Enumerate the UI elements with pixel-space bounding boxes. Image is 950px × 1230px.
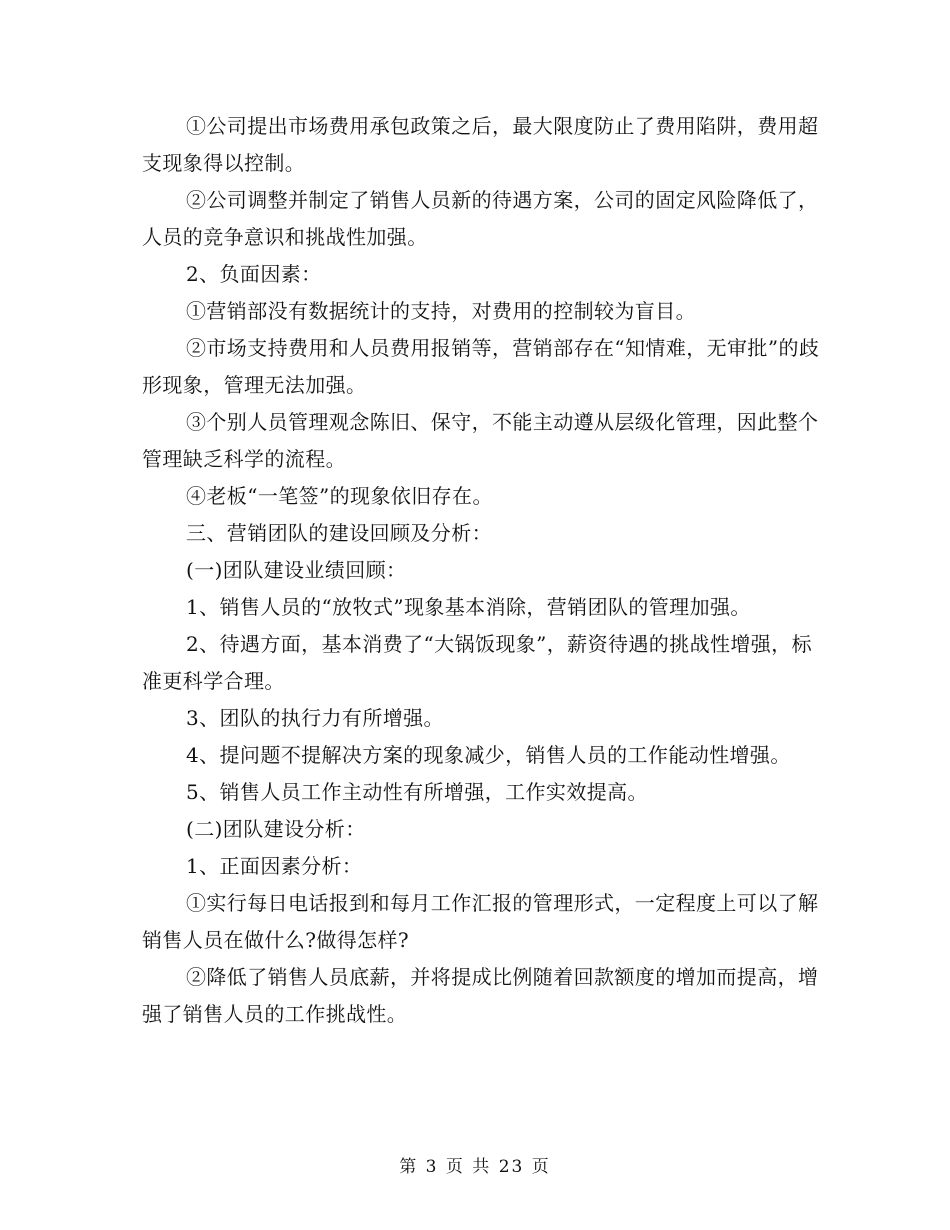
- paragraph: ①营销部没有数据统计的支持，对费用的控制较为盲目。: [186, 299, 696, 323]
- paragraph: 4、提问题不提解决方案的现象减少，销售人员的工作能动性增强。: [186, 743, 791, 767]
- section-heading: 2、负面因素：: [186, 262, 322, 286]
- page-footer: 第 3 页 共 23 页: [399, 1157, 551, 1177]
- paragraph: 5、销售人员工作主动性有所增强，工作实效提高。: [186, 780, 648, 804]
- paragraph: ②市场支持费用和人员费用报销等，营销部存在“知情难，无审批”的歧形现象，管理无法加强。: [142, 336, 820, 397]
- paragraph: ①实行每日电话报到和每月工作汇报的管理形式，一定程度上可以了解销售人员在做什么?做得怎样?: [142, 891, 819, 952]
- paragraph: ④老板“一笔签”的现象依旧存在。: [186, 484, 493, 508]
- subsection-heading: (二)团队建设分析：: [186, 817, 366, 841]
- subsection-heading: (一)团队建设业绩回顾：: [186, 558, 407, 582]
- paragraph: ①公司提出市场费用承包政策之后，最大限度防止了费用陷阱，费用超支现象得以控制。: [142, 114, 819, 175]
- paragraph: ②降低了销售人员底薪，并将提成比例随着回款额度的增加而提高，增强了销售人员的工作挑战性。: [142, 965, 819, 1026]
- document-body: [142, 108, 822, 1033]
- section-heading: 三、营销团队的建设回顾及分析：: [186, 521, 492, 545]
- paragraph: 1、销售人员的“放牧式”现象基本消除，营销团队的管理加强。: [186, 595, 751, 619]
- paragraph: 2、待遇方面，基本消费了“大锅饭现象”，薪资待遇的挑战性增强，标准更科学合理。: [142, 632, 812, 693]
- paragraph: ②公司调整并制定了销售人员新的待遇方案，公司的固定风险降低了，人员的竞争意识和挑战性加强。: [142, 188, 819, 249]
- paragraph: ③个别人员管理观念陈旧、保守，不能主动遵从层级化管理，因此整个管理缺乏科学的流程。: [142, 410, 819, 471]
- section-heading: 1、正面因素分析：: [186, 854, 363, 878]
- paragraph: 3、团队的执行力有所增强。: [186, 706, 444, 730]
